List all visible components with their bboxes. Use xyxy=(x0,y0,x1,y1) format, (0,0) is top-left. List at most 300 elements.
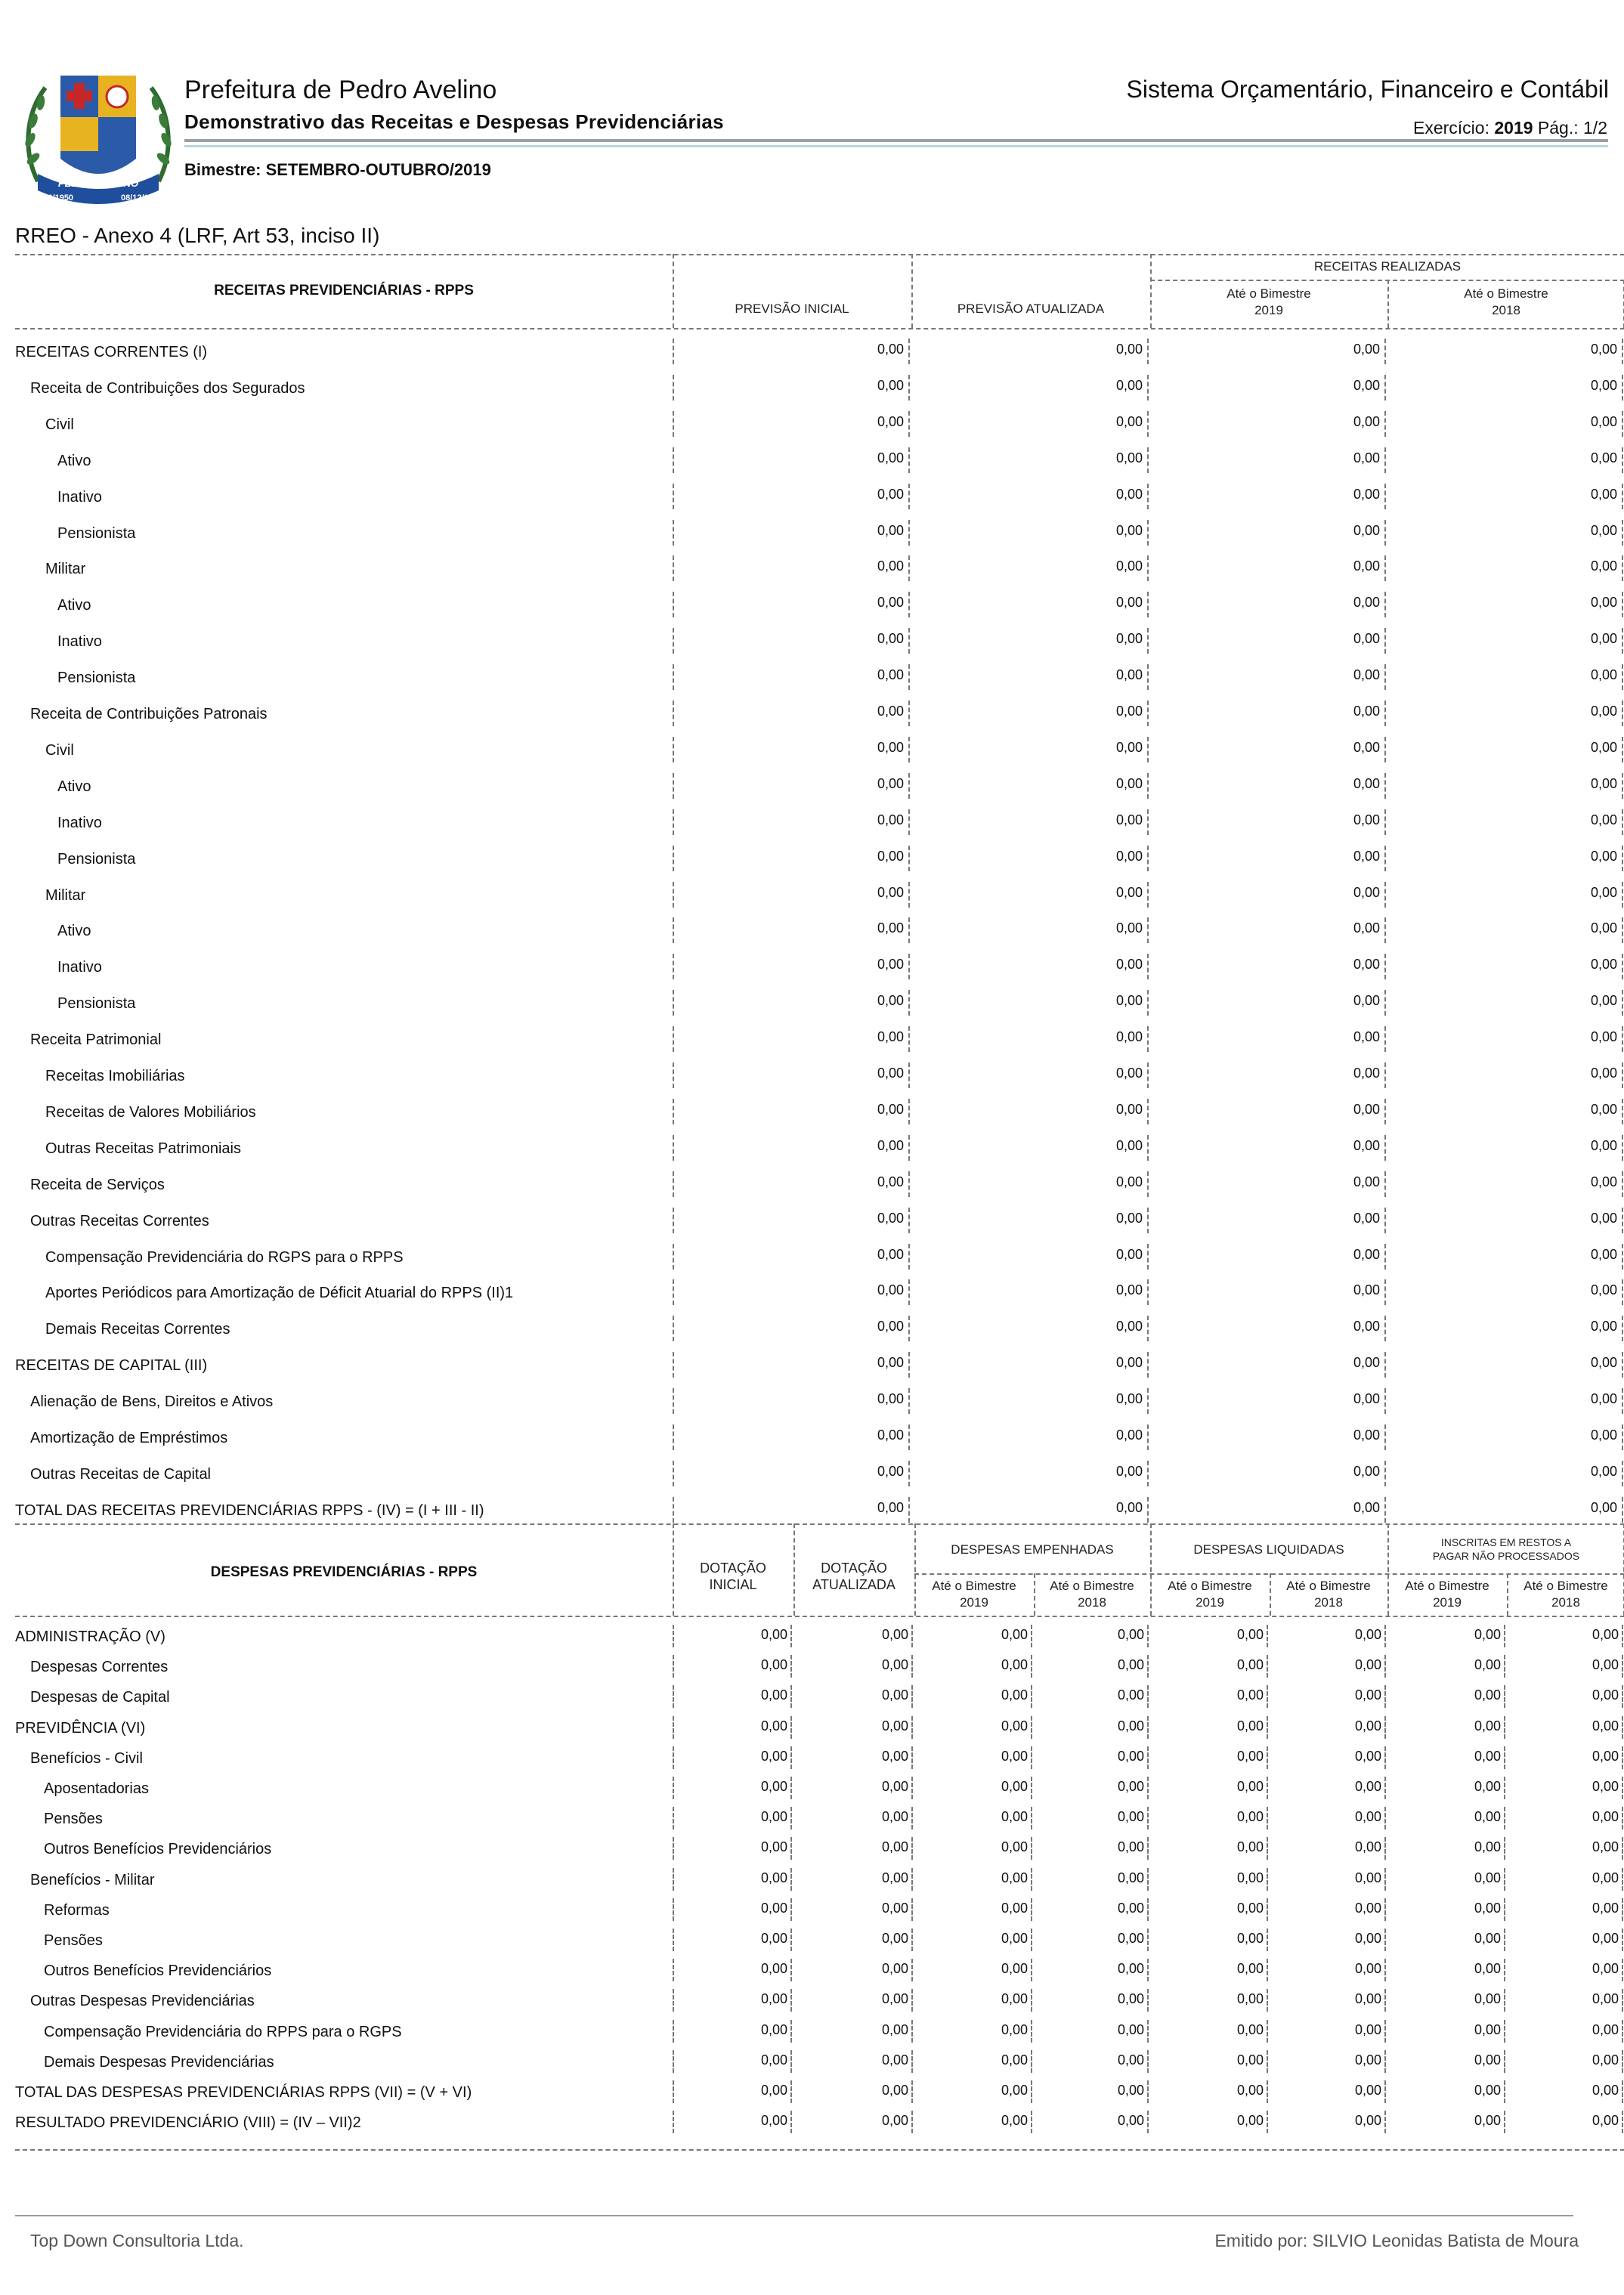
row-value: 0,00 xyxy=(1353,957,1380,973)
row-value: 0,00 xyxy=(1236,1961,1264,1977)
row-value: 0,00 xyxy=(1592,2113,1619,2129)
row-value: 0,00 xyxy=(877,1463,904,1479)
annex-title: RREO - Anexo 4 (LRF, Art 53, inciso II) xyxy=(15,224,380,247)
cell-divider xyxy=(1384,1777,1386,1799)
col-header-prev-atualizada: PREVISÃO ATUALIZADA xyxy=(957,302,1105,316)
row-value: 0,00 xyxy=(877,1066,904,1081)
row-value: 0,00 xyxy=(1117,1748,1144,1764)
row-value: 0,00 xyxy=(881,1991,908,2007)
cell-divider xyxy=(673,1279,674,1305)
row-label: Compensação Previdenciária do RGPS para o RPPS xyxy=(45,1248,404,1266)
row-value: 0,00 xyxy=(1353,1066,1380,1081)
row-label: Outras Receitas Patrimoniais xyxy=(45,1140,241,1157)
expense-row xyxy=(15,2108,1624,2138)
cell-divider xyxy=(1622,846,1623,871)
cell-divider xyxy=(1384,555,1386,581)
row-value: 0,00 xyxy=(760,1870,787,1885)
cell-divider xyxy=(911,1928,913,1951)
row-label: Despesas Correntes xyxy=(30,1659,169,1676)
row-value: 0,00 xyxy=(1117,1870,1144,1885)
row-value: 0,00 xyxy=(881,1839,908,1855)
row-value: 0,00 xyxy=(1592,1718,1619,1734)
row-value: 0,00 xyxy=(760,1779,787,1794)
row-value: 0,00 xyxy=(1117,1931,1144,1946)
row-value: 0,00 xyxy=(1117,2021,1144,2037)
revenue-row xyxy=(15,479,1624,515)
cell-divider xyxy=(1031,2080,1032,2103)
cell-divider xyxy=(1622,1868,1623,1891)
cell-divider xyxy=(1622,1026,1623,1052)
row-value: 0,00 xyxy=(1353,1499,1380,1515)
cell-divider xyxy=(1384,1026,1386,1052)
cell-divider xyxy=(1384,2020,1386,2043)
cell-divider xyxy=(1147,592,1149,617)
cell-divider xyxy=(911,1868,913,1891)
row-value: 0,00 xyxy=(760,1839,787,1855)
cell-divider xyxy=(1622,339,1623,364)
row-value: 0,00 xyxy=(877,1427,904,1443)
cell-divider xyxy=(673,1099,674,1124)
cell-divider xyxy=(1622,520,1623,546)
cell-divider xyxy=(790,1959,792,1981)
row-value: 0,00 xyxy=(881,2083,908,2098)
row-value: 0,00 xyxy=(1115,1174,1143,1189)
row-value: 0,00 xyxy=(1115,667,1143,683)
cell-divider xyxy=(1384,1099,1386,1124)
cell-divider xyxy=(1384,773,1386,799)
row-value: 0,00 xyxy=(1115,1101,1143,1117)
col-subheader xyxy=(1034,1578,1150,1611)
cell-divider xyxy=(673,520,674,546)
row-value: 0,00 xyxy=(1115,1427,1143,1443)
expense-row xyxy=(15,1713,1624,1743)
cell-divider xyxy=(673,882,674,908)
cell-divider xyxy=(1147,628,1149,654)
cell-divider xyxy=(1384,520,1386,546)
cell-divider xyxy=(673,1746,674,1769)
cell-divider xyxy=(911,2020,913,2043)
cell-divider xyxy=(1622,1062,1623,1088)
cell-divider xyxy=(1384,592,1386,617)
revenue-row xyxy=(15,1456,1624,1492)
row-value: 0,00 xyxy=(877,413,904,429)
cell-divider xyxy=(1031,1898,1032,1921)
cell-divider xyxy=(1031,1746,1032,1769)
row-value: 0,00 xyxy=(881,2021,908,2037)
cell-divider xyxy=(1147,1316,1149,1341)
expense-row xyxy=(15,1804,1624,1834)
col-header-line: DOTAÇÃO xyxy=(700,1560,766,1576)
row-value: 0,00 xyxy=(877,739,904,755)
cell-divider xyxy=(790,1655,792,1678)
row-label: Pensões xyxy=(44,1932,103,1949)
cell-divider xyxy=(1622,447,1623,473)
cell-divider xyxy=(1504,1655,1505,1678)
row-value: 0,00 xyxy=(1236,1900,1264,1916)
cell-divider xyxy=(1147,1989,1149,2012)
row-value: 0,00 xyxy=(1001,1627,1028,1642)
row-value: 0,00 xyxy=(877,1210,904,1226)
cell-divider xyxy=(673,737,674,762)
revenue-row xyxy=(15,1275,1624,1311)
cell-divider xyxy=(1622,882,1623,908)
cell-divider xyxy=(673,592,674,617)
row-value: 0,00 xyxy=(877,377,904,393)
row-value: 0,00 xyxy=(881,1809,908,1825)
cell-divider xyxy=(908,809,910,835)
col-subheader-year: 2019 xyxy=(1196,1595,1224,1610)
row-value: 0,00 xyxy=(1354,1870,1381,1885)
row-value: 0,00 xyxy=(1115,558,1143,574)
row-value: 0,00 xyxy=(1590,342,1617,357)
cell-divider xyxy=(908,917,910,943)
row-value: 0,00 xyxy=(760,1809,787,1825)
cell-divider xyxy=(1622,954,1623,979)
cell-divider xyxy=(908,1279,910,1305)
cell-divider xyxy=(908,1026,910,1052)
cell-divider xyxy=(1384,882,1386,908)
cell-divider xyxy=(908,1316,910,1341)
cell-divider xyxy=(1384,2050,1386,2073)
row-value: 0,00 xyxy=(1115,1210,1143,1226)
cell-divider xyxy=(1147,1424,1149,1450)
row-label: Outros Benefícios Previdenciários xyxy=(44,1963,272,1980)
cell-divider xyxy=(1147,1837,1149,1860)
cell-divider xyxy=(790,1685,792,1708)
cell-divider xyxy=(1147,664,1149,690)
cell-divider xyxy=(1147,773,1149,799)
crest-date-right: 08/12/1950 xyxy=(121,193,163,203)
header-rule-accent xyxy=(184,145,1608,147)
row-value: 0,00 xyxy=(881,2113,908,2129)
row-value: 0,00 xyxy=(1590,1029,1617,1045)
cell-divider xyxy=(908,628,910,654)
cell-divider xyxy=(1147,375,1149,401)
revenue-row xyxy=(15,949,1624,985)
cell-divider xyxy=(1384,447,1386,473)
cell-divider xyxy=(1147,1208,1149,1233)
cell-divider xyxy=(1267,2050,1268,2073)
row-value: 0,00 xyxy=(1474,1627,1501,1642)
col-header-year: 2019 xyxy=(1254,303,1283,317)
row-label: Outras Despesas Previdenciárias xyxy=(30,1993,255,2010)
cell-divider xyxy=(1384,484,1386,509)
cell-divider xyxy=(1147,1655,1149,1678)
cell-divider xyxy=(1622,1099,1623,1124)
cell-divider xyxy=(1504,1746,1505,1769)
cell-divider xyxy=(673,2111,674,2133)
cell-divider xyxy=(790,1837,792,1860)
cell-divider xyxy=(908,882,910,908)
row-value: 0,00 xyxy=(760,1748,787,1764)
cell-divider xyxy=(1267,1777,1268,1799)
cell-divider xyxy=(1031,1655,1032,1678)
cell-divider xyxy=(908,1497,910,1523)
row-value: 0,00 xyxy=(1353,993,1380,1009)
cell-divider xyxy=(1384,1208,1386,1233)
cell-divider xyxy=(673,701,674,726)
row-value: 0,00 xyxy=(760,1718,787,1734)
cell-divider xyxy=(1504,2111,1505,2133)
cell-divider xyxy=(790,1716,792,1739)
expense-row xyxy=(15,1743,1624,1774)
cell-divider xyxy=(908,773,910,799)
row-label: Compensação Previdenciária do RPPS para o RGPS xyxy=(44,2023,402,2040)
col-header-ate-bimestre-2018 xyxy=(1387,286,1624,319)
row-value: 0,00 xyxy=(1115,884,1143,900)
row-value: 0,00 xyxy=(1236,1931,1264,1946)
cell-divider xyxy=(1622,1135,1623,1161)
row-label: Demais Receitas Correntes xyxy=(45,1321,230,1338)
row-value: 0,00 xyxy=(1001,2083,1028,2098)
cell-divider xyxy=(1384,1388,1386,1414)
row-value: 0,00 xyxy=(877,1246,904,1262)
cell-divider xyxy=(1147,1279,1149,1305)
cell-divider xyxy=(1384,2111,1386,2133)
crest-motto: PEDRO AVELINO xyxy=(57,178,139,189)
cell-divider xyxy=(673,809,674,835)
cell-divider xyxy=(1622,1959,1623,1981)
row-value: 0,00 xyxy=(1001,2052,1028,2068)
revenue-row xyxy=(15,407,1624,443)
row-value: 0,00 xyxy=(877,631,904,647)
cell-divider xyxy=(1384,1898,1386,1921)
row-value: 0,00 xyxy=(1117,1961,1144,1977)
row-value: 0,00 xyxy=(1115,1463,1143,1479)
expense-row xyxy=(15,1652,1624,1682)
cell-divider xyxy=(908,411,910,437)
row-value: 0,00 xyxy=(881,1687,908,1703)
cell-divider xyxy=(673,375,674,401)
row-label: Benefícios - Militar xyxy=(30,1871,155,1888)
cell-divider xyxy=(908,1424,910,1450)
row-value: 0,00 xyxy=(1236,1870,1264,1885)
col-subheader-ate: Até o Bimestre xyxy=(1405,1579,1489,1593)
row-label: Pensões xyxy=(44,1811,103,1828)
cell-divider xyxy=(673,1497,674,1523)
row-value: 0,00 xyxy=(1236,2083,1264,2098)
row-value: 0,00 xyxy=(877,1355,904,1371)
revenue-row xyxy=(15,1420,1624,1456)
cell-divider xyxy=(908,1244,910,1270)
row-value: 0,00 xyxy=(877,342,904,357)
expense-row xyxy=(15,1986,1624,2016)
cell-divider xyxy=(673,1424,674,1450)
cell-divider xyxy=(1622,701,1623,726)
expense-table xyxy=(15,1523,1624,2149)
cell-divider xyxy=(1622,1716,1623,1739)
row-value: 0,00 xyxy=(1115,920,1143,936)
cell-divider xyxy=(1147,555,1149,581)
cell-divider xyxy=(1384,1868,1386,1891)
row-value: 0,00 xyxy=(1590,450,1617,465)
cell-divider xyxy=(673,484,674,509)
cell-divider xyxy=(908,520,910,546)
cell-divider xyxy=(673,1352,674,1378)
row-value: 0,00 xyxy=(1592,1748,1619,1764)
cell-divider xyxy=(673,2080,674,2103)
row-value: 0,00 xyxy=(1115,957,1143,973)
row-value: 0,00 xyxy=(1117,1687,1144,1703)
row-value: 0,00 xyxy=(877,1499,904,1515)
row-value: 0,00 xyxy=(1353,1101,1380,1117)
revenue-row xyxy=(15,1347,1624,1384)
row-value: 0,00 xyxy=(1590,486,1617,502)
row-value: 0,00 xyxy=(877,1319,904,1335)
row-value: 0,00 xyxy=(1115,1499,1143,1515)
row-value: 0,00 xyxy=(877,1029,904,1045)
col-header-ate-label: Até o Bimestre xyxy=(1227,286,1311,301)
revenue-row xyxy=(15,1203,1624,1239)
cell-divider xyxy=(1504,2020,1505,2043)
revenue-row xyxy=(15,1058,1624,1094)
row-value: 0,00 xyxy=(1354,1718,1381,1734)
system-name: Sistema Orçamentário, Financeiro e Contábil xyxy=(1126,76,1609,103)
cell-divider xyxy=(1622,1279,1623,1305)
cell-divider xyxy=(673,1959,674,1981)
cell-divider xyxy=(1384,1746,1386,1769)
row-value: 0,00 xyxy=(1590,1137,1617,1153)
row-value: 0,00 xyxy=(1115,739,1143,755)
cell-divider xyxy=(1267,1807,1268,1830)
col-header-dotacao-inicial xyxy=(673,1560,793,1593)
row-value: 0,00 xyxy=(1353,1391,1380,1407)
expense-row xyxy=(15,1834,1624,1864)
cell-divider xyxy=(673,2020,674,2043)
col-header-ate-label: Até o Bimestre xyxy=(1464,286,1548,301)
cell-divider xyxy=(673,339,674,364)
row-value: 0,00 xyxy=(1001,1991,1028,2007)
row-value: 0,00 xyxy=(1474,1779,1501,1794)
row-value: 0,00 xyxy=(1001,1718,1028,1734)
row-value: 0,00 xyxy=(1353,1355,1380,1371)
row-value: 0,00 xyxy=(1001,1687,1028,1703)
cell-divider xyxy=(908,737,910,762)
row-value: 0,00 xyxy=(1001,1900,1028,1916)
municipality-title: Prefeitura de Pedro Avelino xyxy=(184,76,497,104)
cell-divider xyxy=(1147,809,1149,835)
row-value: 0,00 xyxy=(1353,558,1380,574)
cell-divider xyxy=(1384,954,1386,979)
col-subheader-ate: Até o Bimestre xyxy=(1168,1579,1252,1593)
row-value: 0,00 xyxy=(1353,342,1380,357)
row-value: 0,00 xyxy=(881,1961,908,1977)
cell-divider xyxy=(673,1685,674,1708)
cell-divider xyxy=(1384,411,1386,437)
cell-divider xyxy=(1622,411,1623,437)
row-value: 0,00 xyxy=(877,667,904,683)
cell-divider xyxy=(911,1655,913,1678)
row-label: Outras Receitas de Capital xyxy=(30,1465,212,1483)
row-value: 0,00 xyxy=(1353,1029,1380,1045)
cell-divider xyxy=(1622,809,1623,835)
cell-divider xyxy=(1384,1424,1386,1450)
cell-divider xyxy=(1147,1716,1149,1739)
row-label: PREVIDÊNCIA (VI) xyxy=(15,1719,146,1737)
row-label: Benefícios - Civil xyxy=(30,1749,143,1767)
row-value: 0,00 xyxy=(1115,342,1143,357)
cell-divider xyxy=(1147,1625,1149,1647)
cell-divider xyxy=(1384,1497,1386,1523)
col-header-despesas-empenhadas: DESPESAS EMPENHADAS xyxy=(951,1542,1114,1557)
row-value: 0,00 xyxy=(1474,1718,1501,1734)
row-value: 0,00 xyxy=(881,1931,908,1946)
row-value: 0,00 xyxy=(1590,377,1617,393)
cell-divider xyxy=(1384,809,1386,835)
footer-rule xyxy=(15,2215,1573,2216)
cell-divider xyxy=(1267,1837,1268,1860)
expense-row xyxy=(15,1682,1624,1712)
cell-divider xyxy=(1504,1625,1505,1647)
row-value: 0,00 xyxy=(1236,2113,1264,2129)
row-label: Inativo xyxy=(57,959,102,976)
header-bottom-line xyxy=(15,1616,1624,1617)
row-value: 0,00 xyxy=(1353,775,1380,791)
row-value: 0,00 xyxy=(1353,1319,1380,1335)
revenue-table xyxy=(15,254,1624,1523)
col-header-year: 2018 xyxy=(1492,303,1520,317)
row-value: 0,00 xyxy=(1115,812,1143,827)
row-value: 0,00 xyxy=(1115,1066,1143,1081)
revenue-row xyxy=(15,1022,1624,1058)
row-value: 0,00 xyxy=(1590,1282,1617,1298)
row-value: 0,00 xyxy=(1590,957,1617,973)
row-label: Receita Patrimonial xyxy=(30,1032,162,1049)
col-header-line: ATUALIZADA xyxy=(812,1577,896,1592)
row-value: 0,00 xyxy=(1354,1809,1381,1825)
row-value: 0,00 xyxy=(881,1779,908,1794)
row-value: 0,00 xyxy=(1474,1961,1501,1977)
row-value: 0,00 xyxy=(1592,2021,1619,2037)
row-value: 0,00 xyxy=(881,1748,908,1764)
row-label: Ativo xyxy=(57,452,91,469)
cell-divider xyxy=(1147,1777,1149,1799)
row-value: 0,00 xyxy=(881,1900,908,1916)
row-value: 0,00 xyxy=(1001,1839,1028,1855)
cell-divider xyxy=(1147,701,1149,726)
cell-divider xyxy=(1147,484,1149,509)
cell-divider xyxy=(1622,1807,1623,1830)
row-value: 0,00 xyxy=(1115,522,1143,538)
row-value: 0,00 xyxy=(1117,2113,1144,2129)
row-value: 0,00 xyxy=(877,1174,904,1189)
cell-divider xyxy=(1622,1989,1623,2012)
col-header-restos-a-pagar xyxy=(1387,1536,1624,1563)
cell-divider xyxy=(1622,628,1623,654)
cell-divider xyxy=(673,917,674,943)
revenue-row xyxy=(15,769,1624,805)
col-header-receitas-realizadas: RECEITAS REALIZADAS xyxy=(1313,259,1462,274)
row-value: 0,00 xyxy=(877,450,904,465)
row-value: 0,00 xyxy=(1236,2052,1264,2068)
table-bottom-line xyxy=(15,2149,1624,2151)
col-header-line: INSCRITAS EM RESTOS A xyxy=(1440,1536,1572,1548)
cell-divider xyxy=(1504,1898,1505,1921)
row-label: Ativo xyxy=(57,923,91,940)
expense-row xyxy=(15,2017,1624,2047)
cell-divider xyxy=(1622,592,1623,617)
row-value: 0,00 xyxy=(760,1657,787,1673)
row-value: 0,00 xyxy=(1592,2083,1619,2098)
cell-divider xyxy=(1384,1461,1386,1486)
cell-divider xyxy=(1384,2080,1386,2103)
cell-divider xyxy=(1147,990,1149,1016)
revenue-row xyxy=(15,913,1624,949)
row-value: 0,00 xyxy=(1115,993,1143,1009)
cell-divider xyxy=(911,1716,913,1739)
cell-divider xyxy=(1384,737,1386,762)
revenue-row xyxy=(15,660,1624,696)
